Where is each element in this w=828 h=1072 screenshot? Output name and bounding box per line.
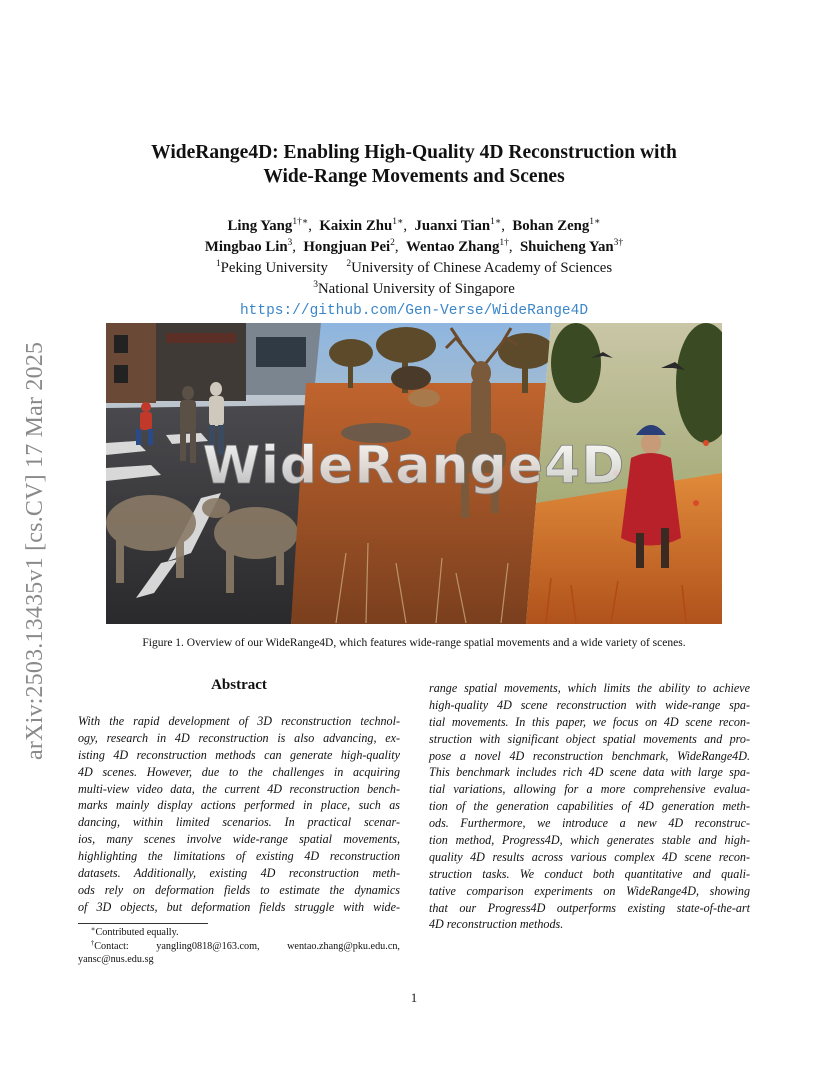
affiliation-line-1	[100, 258, 728, 279]
abstract-line: ios, many scenes involve wide-range spatial movements,	[78, 832, 400, 847]
author-name: Wentao Zhang	[406, 239, 500, 255]
affiliation-mark: 1	[215, 259, 221, 269]
abstract-line: multi-view video data, the current 4D reconstruction bench-	[78, 781, 400, 796]
footnotes	[78, 926, 400, 967]
author-mark: 1†∗	[292, 217, 309, 227]
contact-email-3[interactable]: yansc@nus.edu.sg	[78, 954, 154, 966]
author-name: Bohan Zeng	[512, 218, 590, 234]
abstract-line: ogy, research in 4D reconstruction is also advancing, ex-	[78, 730, 400, 745]
abstract-line: This benchmark includes rich 4D scene data with large spa-	[429, 765, 750, 780]
author-mark: 3†	[613, 238, 624, 248]
author-mark: 3	[287, 238, 293, 248]
contact-email-2[interactable]: wentao.zhang@pku.edu.cn,	[287, 940, 400, 952]
teaser-figure	[106, 323, 722, 624]
abstract-right-column	[429, 680, 750, 933]
abstract-line: struction tasks. We conduct both quantitative and quali-	[429, 866, 750, 881]
author-name: Kaixin Zhu	[319, 218, 393, 234]
abstract-line: tial movements. In this paper, we focus on 4D scene recon-	[429, 714, 750, 729]
affiliation-name: Peking University	[220, 260, 328, 276]
abstract-line: highlighting the limitations of existing 4D reconstruction	[78, 849, 400, 864]
abstract-line: of 3D objects, but deformation fields struggle with wide-	[78, 899, 400, 914]
author-name: Mingbao Lin	[204, 239, 288, 255]
abstract-line: pose a novel 4D reconstruction benchmark, WideRange4D.	[429, 748, 750, 763]
footnote-mark: †	[90, 938, 95, 947]
page-number: 1	[410, 991, 418, 1005]
title-line-2: Wide-Range Movements and Scenes	[263, 166, 565, 187]
abstract-line: 4D scenes. However, due to the challenges in acquiring	[78, 764, 400, 779]
author-block	[100, 216, 728, 322]
abstract-line: 4D reconstruction methods.	[429, 917, 564, 932]
abstract-line: marks mainly display actions performed in place, such as	[78, 798, 400, 813]
affiliation-mark: 3	[313, 280, 318, 290]
abstract-line: tion of the generation capabilities of 4D generation meth-	[429, 799, 750, 814]
paper-title	[100, 141, 728, 189]
abstract-line: high-quality 4D scene reconstruction with wide-range spa-	[429, 697, 750, 712]
affiliation-name: University of Chinese Academy of Sciences	[351, 260, 613, 276]
abstract-line: range spatial movements, which limits the ability to achieve	[429, 681, 750, 695]
affiliation-name: National University of Singapore	[317, 281, 515, 297]
footnote-text: Contributed equally.	[95, 927, 179, 938]
abstract-line: datasets. Additionally, existing 4D reconstruction meth-	[78, 866, 400, 881]
repo-link[interactable]: https://github.com/Gen-Verse/WideRange4D	[239, 303, 589, 319]
abstract-line: ods rely on deformation fields to estimate the dynamics	[78, 882, 400, 897]
title-line-1: WideRange4D: Enabling High-Quality 4D Reconstruction with	[151, 142, 677, 163]
abstract-line: tion method, Progress4D, which generates stable and high-	[429, 833, 750, 848]
abstract-line: dancing, within limited scenarios. In practical scenar-	[78, 815, 400, 830]
author-mark: 1∗	[392, 217, 404, 227]
author-name: Shuicheng Yan	[519, 239, 614, 255]
footnote-contact-label: Contact:	[94, 940, 129, 952]
footnote-contributed	[78, 926, 400, 940]
abstract-line: isting 4D reconstruction methods can generate high-quality	[78, 747, 400, 762]
repo-link-row	[100, 300, 728, 322]
author-line-2: Mingbao Lin$^3$, Hongjuan Pei$^2$, Wentao Zhang$^{1\dagger}$, Shuicheng Yan$^{3\dagger}$	[204, 238, 624, 255]
author-name: Hongjuan Pei	[303, 239, 391, 255]
author-name: Ling Yang	[227, 218, 293, 234]
figure-overlay-text: WideRange4D	[202, 436, 626, 496]
abstract-line: quality 4D results across various complex 4D scene recon-	[429, 849, 750, 864]
figure-caption: Figure 1. Overview of our WideRange4D, which features wide-range spatial movements and a wide variety of scenes.	[142, 637, 686, 649]
abstract-line: ods. Furthermore, we introduce a new 4D reconstruc-	[429, 816, 750, 831]
affiliation-mark: 2	[346, 259, 352, 269]
arxiv-stamp: arXiv:2503.13435v1 [cs.CV] 17 Mar 2025	[22, 341, 48, 760]
author-mark: 1∗	[490, 217, 502, 227]
author-mark: 1†	[499, 238, 509, 248]
abstract-line: With the rapid development of 3D reconstruction technol-	[78, 714, 400, 728]
affiliation-line-2	[100, 279, 728, 300]
abstract-heading: Abstract	[211, 677, 267, 693]
teaser-image	[106, 323, 722, 624]
footnote-contact	[78, 940, 400, 954]
abstract-line: that our Progress4D outperforms existing state-of-the-art	[429, 900, 750, 915]
author-line-1: Ling Yang$^{1\dagger∗}$, Kaixin Zhu$^{1∗}$, Juanxi Tian$^{1∗}$, Bohan Zeng$^{1∗}$	[227, 217, 601, 234]
author-mark: 1∗	[589, 217, 601, 227]
author-mark: 2	[390, 238, 395, 248]
footnote-mark: ∗	[90, 925, 96, 933]
footnote-divider	[78, 923, 208, 924]
abstract-line: tial variations, allowing for a more comprehensive evalua-	[429, 782, 750, 797]
abstract-line: struction with significant object spatial movements and pro-	[429, 731, 750, 746]
abstract-line: tative comparison experiments on WideRange4D, showing	[429, 883, 750, 898]
footnote-contact-label-wrap	[78, 940, 129, 954]
contact-email-1[interactable]: yangling0818@163.com,	[156, 940, 260, 952]
author-name: Juanxi Tian	[414, 218, 491, 234]
abstract-left-column	[78, 713, 400, 916]
